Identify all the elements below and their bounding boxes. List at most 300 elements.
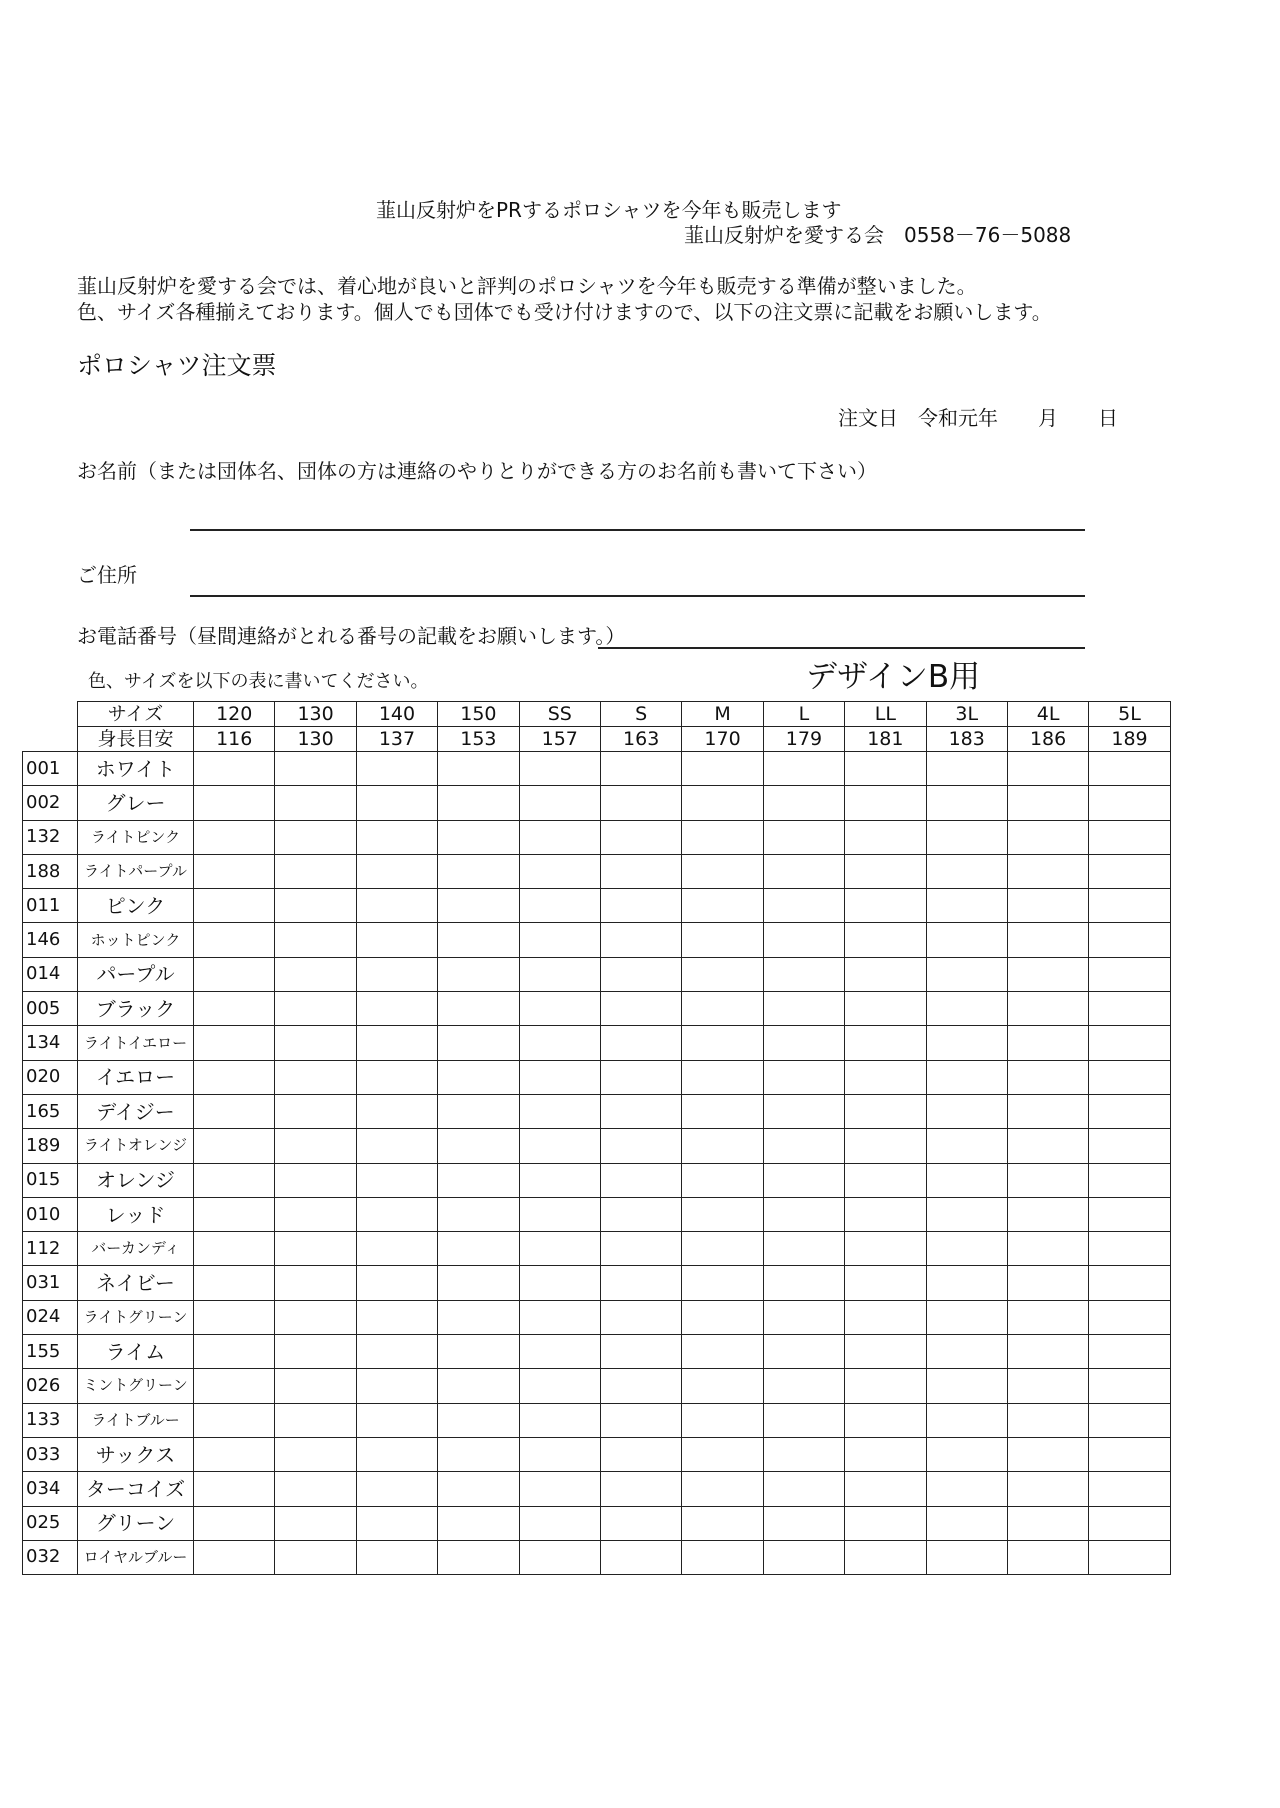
quantity-cell[interactable] [194, 752, 275, 786]
quantity-cell[interactable] [519, 752, 600, 786]
quantity-cell[interactable] [356, 1403, 437, 1437]
quantity-cell[interactable] [1007, 752, 1088, 786]
quantity-cell[interactable] [845, 1403, 926, 1437]
quantity-cell[interactable] [600, 1540, 681, 1574]
quantity-cell[interactable] [275, 957, 356, 991]
quantity-cell[interactable] [275, 1163, 356, 1197]
quantity-cell[interactable] [763, 923, 844, 957]
quantity-cell[interactable] [194, 786, 275, 820]
quantity-cell[interactable] [1089, 1094, 1170, 1128]
quantity-cell[interactable] [763, 820, 844, 854]
quantity-cell[interactable] [600, 1369, 681, 1403]
quantity-cell[interactable] [763, 1094, 844, 1128]
quantity-cell[interactable] [1089, 1232, 1170, 1266]
quantity-cell[interactable] [845, 1540, 926, 1574]
quantity-cell[interactable] [600, 1437, 681, 1471]
quantity-cell[interactable] [275, 1060, 356, 1094]
quantity-cell[interactable] [194, 1335, 275, 1369]
quantity-cell[interactable] [600, 1197, 681, 1231]
quantity-cell[interactable] [763, 1232, 844, 1266]
quantity-cell[interactable] [845, 820, 926, 854]
quantity-cell[interactable] [1007, 1266, 1088, 1300]
quantity-cell[interactable] [1089, 1300, 1170, 1334]
quantity-cell[interactable] [926, 1094, 1007, 1128]
quantity-cell[interactable] [1089, 1403, 1170, 1437]
quantity-cell[interactable] [926, 1403, 1007, 1437]
quantity-cell[interactable] [356, 1540, 437, 1574]
quantity-cell[interactable] [845, 1026, 926, 1060]
quantity-cell[interactable] [763, 1506, 844, 1540]
quantity-cell[interactable] [275, 1506, 356, 1540]
quantity-cell[interactable] [356, 1026, 437, 1060]
quantity-cell[interactable] [1007, 1506, 1088, 1540]
quantity-cell[interactable] [275, 752, 356, 786]
quantity-cell[interactable] [275, 1197, 356, 1231]
quantity-cell[interactable] [438, 1369, 519, 1403]
quantity-cell[interactable] [438, 1163, 519, 1197]
quantity-cell[interactable] [682, 1094, 763, 1128]
quantity-cell[interactable] [438, 820, 519, 854]
quantity-cell[interactable] [1089, 1540, 1170, 1574]
quantity-cell[interactable] [1089, 1129, 1170, 1163]
quantity-cell[interactable] [845, 1163, 926, 1197]
quantity-cell[interactable] [600, 1266, 681, 1300]
quantity-cell[interactable] [356, 923, 437, 957]
quantity-cell[interactable] [1007, 1472, 1088, 1506]
quantity-cell[interactable] [519, 1437, 600, 1471]
quantity-cell[interactable] [1089, 992, 1170, 1026]
quantity-cell[interactable] [519, 1197, 600, 1231]
quantity-cell[interactable] [356, 1506, 437, 1540]
quantity-cell[interactable] [682, 1129, 763, 1163]
quantity-cell[interactable] [1089, 1437, 1170, 1471]
quantity-cell[interactable] [1007, 1369, 1088, 1403]
quantity-cell[interactable] [1007, 1300, 1088, 1334]
quantity-cell[interactable] [356, 752, 437, 786]
quantity-cell[interactable] [356, 1369, 437, 1403]
quantity-cell[interactable] [600, 1335, 681, 1369]
quantity-cell[interactable] [1089, 786, 1170, 820]
address-line[interactable] [190, 595, 1085, 597]
quantity-cell[interactable] [763, 1060, 844, 1094]
quantity-cell[interactable] [438, 854, 519, 888]
quantity-cell[interactable] [682, 1403, 763, 1437]
quantity-cell[interactable] [438, 992, 519, 1026]
quantity-cell[interactable] [519, 820, 600, 854]
quantity-cell[interactable] [519, 992, 600, 1026]
quantity-cell[interactable] [194, 1506, 275, 1540]
quantity-cell[interactable] [194, 992, 275, 1026]
quantity-cell[interactable] [1007, 1437, 1088, 1471]
quantity-cell[interactable] [275, 1026, 356, 1060]
quantity-cell[interactable] [763, 1300, 844, 1334]
quantity-cell[interactable] [194, 1129, 275, 1163]
quantity-cell[interactable] [926, 1266, 1007, 1300]
quantity-cell[interactable] [763, 1129, 844, 1163]
quantity-cell[interactable] [275, 1335, 356, 1369]
quantity-cell[interactable] [194, 957, 275, 991]
quantity-cell[interactable] [1007, 1026, 1088, 1060]
quantity-cell[interactable] [356, 1197, 437, 1231]
quantity-cell[interactable] [275, 1369, 356, 1403]
quantity-cell[interactable] [1007, 1129, 1088, 1163]
quantity-cell[interactable] [438, 957, 519, 991]
quantity-cell[interactable] [275, 992, 356, 1026]
quantity-cell[interactable] [275, 889, 356, 923]
quantity-cell[interactable] [438, 1300, 519, 1334]
color-code: 189 [23, 1129, 78, 1163]
quantity-cell[interactable] [1007, 1403, 1088, 1437]
quantity-cell[interactable] [194, 1369, 275, 1403]
quantity-cell[interactable] [682, 1506, 763, 1540]
quantity-cell[interactable] [356, 1094, 437, 1128]
quantity-cell[interactable] [194, 1540, 275, 1574]
quantity-cell[interactable] [926, 1197, 1007, 1231]
quantity-cell[interactable] [356, 992, 437, 1026]
quantity-cell[interactable] [194, 1163, 275, 1197]
quantity-cell[interactable] [438, 1094, 519, 1128]
quantity-cell[interactable] [763, 752, 844, 786]
quantity-cell[interactable] [1007, 1094, 1088, 1128]
quantity-cell[interactable] [519, 1026, 600, 1060]
quantity-cell[interactable] [275, 1266, 356, 1300]
quantity-cell[interactable] [926, 1232, 1007, 1266]
quantity-cell[interactable] [275, 820, 356, 854]
quantity-cell[interactable] [438, 1266, 519, 1300]
quantity-cell[interactable] [600, 820, 681, 854]
quantity-cell[interactable] [763, 1335, 844, 1369]
quantity-cell[interactable] [438, 1506, 519, 1540]
quantity-cell[interactable] [600, 752, 681, 786]
quantity-cell[interactable] [763, 854, 844, 888]
quantity-cell[interactable] [1007, 1232, 1088, 1266]
quantity-cell[interactable] [356, 1060, 437, 1094]
quantity-cell[interactable] [519, 786, 600, 820]
quantity-cell[interactable] [600, 854, 681, 888]
quantity-cell[interactable] [845, 786, 926, 820]
quantity-cell[interactable] [682, 1335, 763, 1369]
quantity-cell[interactable] [682, 1197, 763, 1231]
quantity-cell[interactable] [600, 1026, 681, 1060]
quantity-cell[interactable] [356, 957, 437, 991]
quantity-cell[interactable] [356, 1472, 437, 1506]
quantity-cell[interactable] [1007, 992, 1088, 1026]
quantity-cell[interactable] [275, 1300, 356, 1334]
quantity-cell[interactable] [682, 786, 763, 820]
quantity-cell[interactable] [1089, 752, 1170, 786]
quantity-cell[interactable] [356, 1232, 437, 1266]
quantity-cell[interactable] [519, 854, 600, 888]
quantity-cell[interactable] [1089, 923, 1170, 957]
quantity-cell[interactable] [438, 923, 519, 957]
quantity-cell[interactable] [275, 786, 356, 820]
quantity-cell[interactable] [682, 1369, 763, 1403]
quantity-cell[interactable] [438, 1232, 519, 1266]
quantity-cell[interactable] [763, 1026, 844, 1060]
quantity-cell[interactable] [926, 1129, 1007, 1163]
quantity-cell[interactable] [763, 889, 844, 923]
quantity-cell[interactable] [194, 1232, 275, 1266]
quantity-cell[interactable] [519, 1335, 600, 1369]
quantity-cell[interactable] [194, 1266, 275, 1300]
quantity-cell[interactable] [763, 1266, 844, 1300]
height-guide-1: 130 [275, 727, 356, 752]
quantity-cell[interactable] [519, 923, 600, 957]
quantity-cell[interactable] [682, 957, 763, 991]
quantity-cell[interactable] [845, 1197, 926, 1231]
quantity-cell[interactable] [519, 1369, 600, 1403]
quantity-cell[interactable] [1089, 1472, 1170, 1506]
quantity-cell[interactable] [194, 1472, 275, 1506]
quantity-cell[interactable] [926, 1163, 1007, 1197]
quantity-cell[interactable] [438, 889, 519, 923]
color-code: 015 [23, 1163, 78, 1197]
quantity-cell[interactable] [926, 1369, 1007, 1403]
quantity-cell[interactable] [1089, 1335, 1170, 1369]
quantity-cell[interactable] [926, 1506, 1007, 1540]
quantity-cell[interactable] [519, 1540, 600, 1574]
quantity-cell[interactable] [356, 889, 437, 923]
quantity-cell[interactable] [356, 854, 437, 888]
quantity-cell[interactable] [845, 1437, 926, 1471]
quantity-cell[interactable] [1007, 889, 1088, 923]
quantity-cell[interactable] [845, 1232, 926, 1266]
quantity-cell[interactable] [438, 1335, 519, 1369]
quantity-cell[interactable] [519, 1472, 600, 1506]
name-line[interactable] [190, 529, 1085, 531]
quantity-cell[interactable] [194, 1403, 275, 1437]
quantity-cell[interactable] [845, 1060, 926, 1094]
quantity-cell[interactable] [682, 1163, 763, 1197]
quantity-cell[interactable] [845, 992, 926, 1026]
quantity-cell[interactable] [438, 786, 519, 820]
quantity-cell[interactable] [600, 1094, 681, 1128]
quantity-cell[interactable] [926, 786, 1007, 820]
quantity-cell[interactable] [845, 1300, 926, 1334]
quantity-cell[interactable] [194, 820, 275, 854]
quantity-cell[interactable] [1007, 1163, 1088, 1197]
quantity-cell[interactable] [682, 1540, 763, 1574]
quantity-cell[interactable] [1089, 889, 1170, 923]
quantity-cell[interactable] [926, 1300, 1007, 1334]
quantity-cell[interactable] [1089, 854, 1170, 888]
quantity-cell[interactable] [600, 1403, 681, 1437]
quantity-cell[interactable] [682, 992, 763, 1026]
quantity-cell[interactable] [763, 1369, 844, 1403]
quantity-cell[interactable] [1007, 854, 1088, 888]
quantity-cell[interactable] [845, 1472, 926, 1506]
quantity-cell[interactable] [926, 1472, 1007, 1506]
quantity-cell[interactable] [926, 957, 1007, 991]
quantity-cell[interactable] [600, 786, 681, 820]
quantity-cell[interactable] [438, 1472, 519, 1506]
quantity-cell[interactable] [275, 1437, 356, 1471]
quantity-cell[interactable] [356, 1163, 437, 1197]
quantity-cell[interactable] [356, 1266, 437, 1300]
quantity-cell[interactable] [275, 1472, 356, 1506]
quantity-cell[interactable] [1007, 923, 1088, 957]
quantity-cell[interactable] [763, 1163, 844, 1197]
quantity-cell[interactable] [682, 1300, 763, 1334]
quantity-cell[interactable] [1007, 786, 1088, 820]
quantity-cell[interactable] [194, 1060, 275, 1094]
quantity-cell[interactable] [926, 1335, 1007, 1369]
quantity-cell[interactable] [1089, 1163, 1170, 1197]
quantity-cell[interactable] [1089, 1266, 1170, 1300]
table-row [23, 923, 1171, 957]
quantity-cell[interactable] [845, 923, 926, 957]
quantity-cell[interactable] [845, 889, 926, 923]
quantity-cell[interactable] [1007, 820, 1088, 854]
quantity-cell[interactable] [356, 1335, 437, 1369]
quantity-cell[interactable] [600, 1472, 681, 1506]
quantity-cell[interactable] [926, 854, 1007, 888]
quantity-cell[interactable] [845, 1266, 926, 1300]
quantity-cell[interactable] [519, 889, 600, 923]
quantity-cell[interactable] [926, 1540, 1007, 1574]
quantity-cell[interactable] [519, 1094, 600, 1128]
quantity-cell[interactable] [926, 1026, 1007, 1060]
quantity-cell[interactable] [275, 1232, 356, 1266]
quantity-cell[interactable] [519, 1266, 600, 1300]
quantity-cell[interactable] [519, 1506, 600, 1540]
quantity-cell[interactable] [763, 786, 844, 820]
quantity-cell[interactable] [926, 889, 1007, 923]
quantity-cell[interactable] [845, 1129, 926, 1163]
quantity-cell[interactable] [519, 1129, 600, 1163]
size-header-1: 130 [275, 702, 356, 727]
quantity-cell[interactable] [275, 1403, 356, 1437]
quantity-cell[interactable] [600, 889, 681, 923]
quantity-cell[interactable] [600, 957, 681, 991]
quantity-cell[interactable] [194, 854, 275, 888]
quantity-cell[interactable] [926, 923, 1007, 957]
quantity-cell[interactable] [1007, 1540, 1088, 1574]
quantity-cell[interactable] [600, 992, 681, 1026]
quantity-cell[interactable] [1089, 820, 1170, 854]
quantity-cell[interactable] [519, 1060, 600, 1094]
quantity-cell[interactable] [275, 1540, 356, 1574]
quantity-cell[interactable] [275, 1094, 356, 1128]
quantity-cell[interactable] [763, 1472, 844, 1506]
quantity-cell[interactable] [1007, 1197, 1088, 1231]
quantity-cell[interactable] [926, 1060, 1007, 1094]
order-table [22, 701, 1171, 1575]
quantity-cell[interactable] [438, 1060, 519, 1094]
quantity-cell[interactable] [519, 1403, 600, 1437]
quantity-cell[interactable] [438, 1197, 519, 1231]
quantity-cell[interactable] [600, 1060, 681, 1094]
quantity-cell[interactable] [926, 992, 1007, 1026]
quantity-cell[interactable] [194, 1197, 275, 1231]
quantity-cell[interactable] [1089, 1369, 1170, 1403]
quantity-cell[interactable] [845, 1094, 926, 1128]
quantity-cell[interactable] [438, 1129, 519, 1163]
quantity-cell[interactable] [600, 1163, 681, 1197]
quantity-cell[interactable] [763, 1197, 844, 1231]
quantity-cell[interactable] [275, 1129, 356, 1163]
quantity-cell[interactable] [682, 923, 763, 957]
quantity-cell[interactable] [1089, 1026, 1170, 1060]
quantity-cell[interactable] [926, 820, 1007, 854]
quantity-cell[interactable] [682, 1060, 763, 1094]
quantity-cell[interactable] [763, 957, 844, 991]
quantity-cell[interactable] [275, 854, 356, 888]
quantity-cell[interactable] [438, 1403, 519, 1437]
quantity-cell[interactable] [194, 923, 275, 957]
quantity-cell[interactable] [194, 1026, 275, 1060]
quantity-cell[interactable] [682, 820, 763, 854]
quantity-cell[interactable] [356, 1437, 437, 1471]
quantity-cell[interactable] [600, 923, 681, 957]
quantity-cell[interactable] [763, 992, 844, 1026]
quantity-cell[interactable] [682, 1472, 763, 1506]
quantity-cell[interactable] [682, 1026, 763, 1060]
quantity-cell[interactable] [356, 1129, 437, 1163]
phone-line[interactable] [598, 647, 1085, 649]
quantity-cell[interactable] [845, 1506, 926, 1540]
quantity-cell[interactable] [600, 1232, 681, 1266]
quantity-cell[interactable] [1007, 1335, 1088, 1369]
quantity-cell[interactable] [1007, 1060, 1088, 1094]
quantity-cell[interactable] [194, 1437, 275, 1471]
quantity-cell[interactable] [438, 1026, 519, 1060]
color-code: 010 [23, 1197, 78, 1231]
color-name: ライトイエロー [78, 1026, 194, 1060]
quantity-cell[interactable] [845, 752, 926, 786]
quantity-cell[interactable] [926, 1437, 1007, 1471]
quantity-cell[interactable] [682, 1266, 763, 1300]
quantity-cell[interactable] [600, 1129, 681, 1163]
quantity-cell[interactable] [356, 786, 437, 820]
quantity-cell[interactable] [194, 889, 275, 923]
quantity-cell[interactable] [438, 1540, 519, 1574]
quantity-cell[interactable] [1089, 1506, 1170, 1540]
quantity-cell[interactable] [682, 854, 763, 888]
quantity-cell[interactable] [682, 752, 763, 786]
quantity-cell[interactable] [438, 752, 519, 786]
quantity-cell[interactable] [519, 957, 600, 991]
quantity-cell[interactable] [1089, 1060, 1170, 1094]
quantity-cell[interactable] [275, 923, 356, 957]
quantity-cell[interactable] [600, 1300, 681, 1334]
quantity-cell[interactable] [1089, 1197, 1170, 1231]
quantity-cell[interactable] [356, 1300, 437, 1334]
quantity-cell[interactable] [926, 752, 1007, 786]
quantity-cell[interactable] [682, 1232, 763, 1266]
quantity-cell[interactable] [519, 1232, 600, 1266]
quantity-cell[interactable] [1007, 957, 1088, 991]
quantity-cell[interactable] [845, 957, 926, 991]
quantity-cell[interactable] [763, 1540, 844, 1574]
quantity-cell[interactable] [194, 1300, 275, 1334]
quantity-cell[interactable] [763, 1403, 844, 1437]
quantity-cell[interactable] [519, 1300, 600, 1334]
color-code: 112 [23, 1232, 78, 1266]
quantity-cell[interactable] [682, 889, 763, 923]
quantity-cell[interactable] [845, 1369, 926, 1403]
quantity-cell[interactable] [1089, 957, 1170, 991]
quantity-cell[interactable] [845, 854, 926, 888]
quantity-cell[interactable] [600, 1506, 681, 1540]
quantity-cell[interactable] [763, 1437, 844, 1471]
quantity-cell[interactable] [356, 820, 437, 854]
quantity-cell[interactable] [194, 1094, 275, 1128]
quantity-cell[interactable] [682, 1437, 763, 1471]
quantity-cell[interactable] [519, 1163, 600, 1197]
quantity-cell[interactable] [438, 1437, 519, 1471]
quantity-cell[interactable] [845, 1335, 926, 1369]
